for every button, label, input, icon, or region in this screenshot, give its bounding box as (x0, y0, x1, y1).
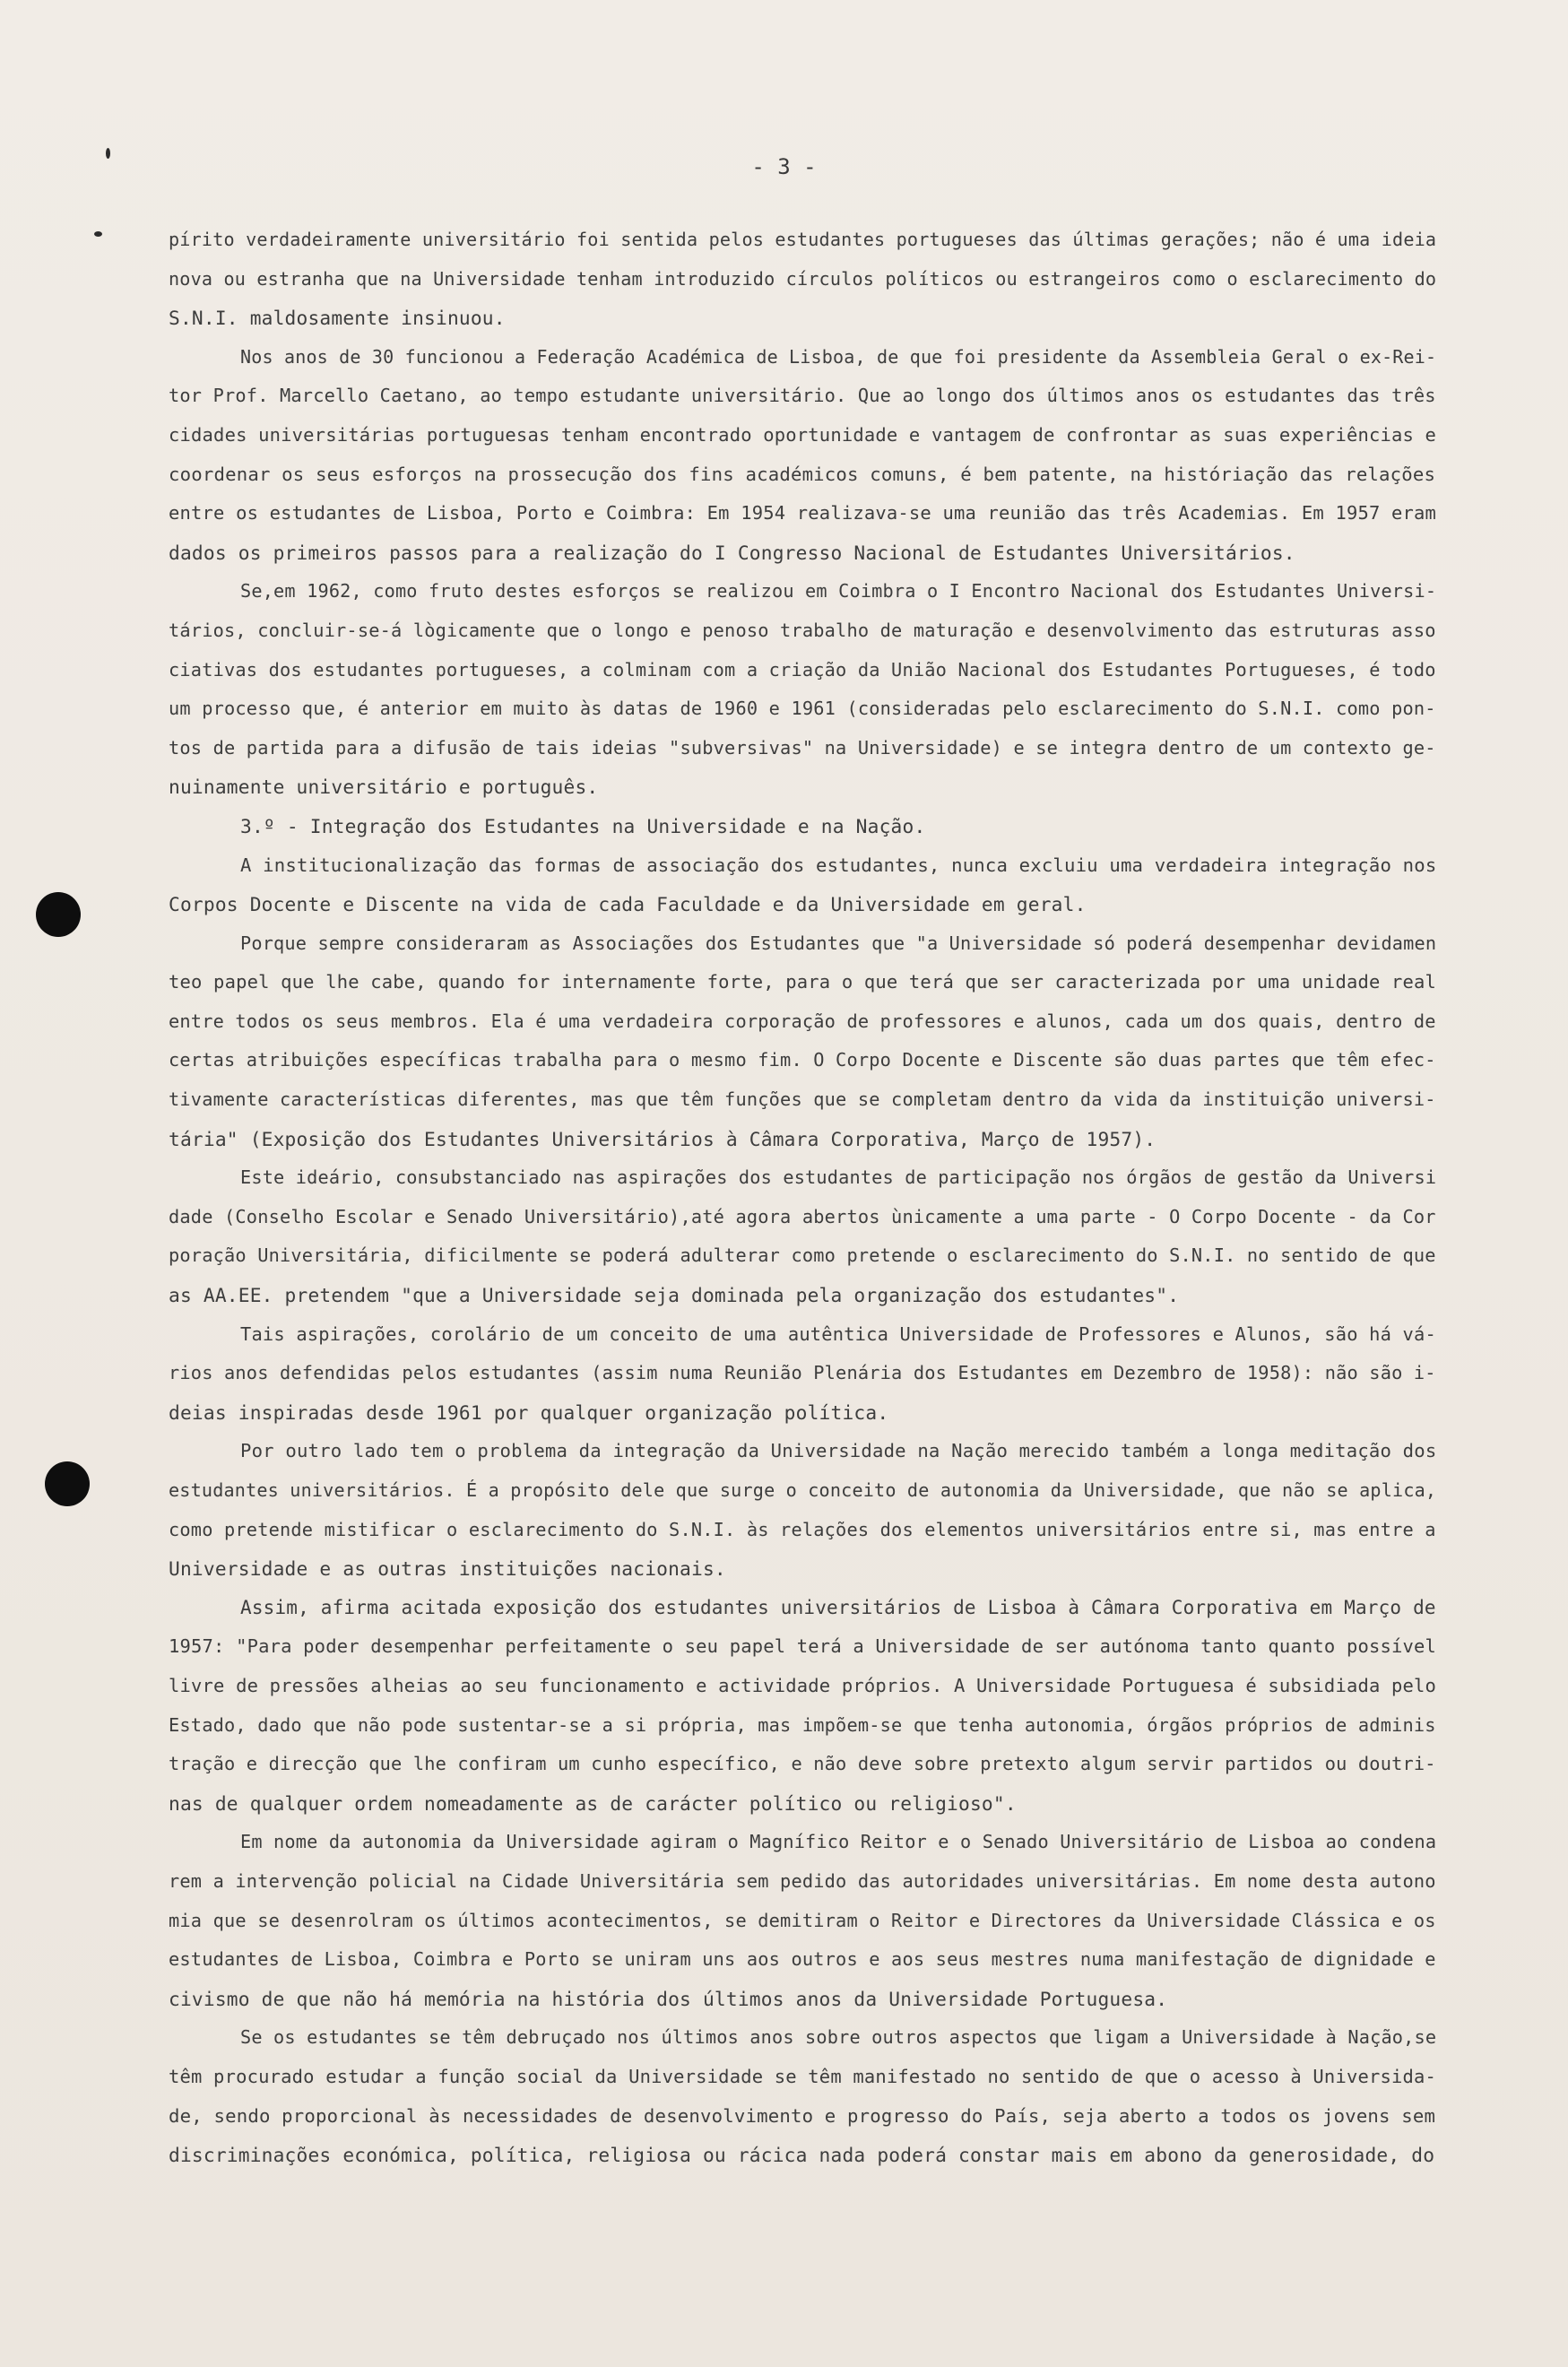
text-line: Assim, afirma acitada exposição dos estudantes universitários de Lisboa à Câmara Corporativa em Março de (240, 1596, 1436, 1618)
text-line: tivamente características diferentes, mas que têm funções que se completam dentro da vida da instituição universi- (169, 1088, 1436, 1111)
ink-speck (94, 231, 102, 237)
text-line: Estado, dado que não pode sustentar-se a si própria, mas impõem-se que tenha autonomia, órgãos próprios de adminis (169, 1713, 1436, 1736)
text-line: entre todos os seus membros. Ela é uma verdadeira corporação de professores e alunos, cada um dos quais, dentro de (169, 1010, 1436, 1032)
text-line: tração e direcção que lhe confiram um cunho específico, e não deve sobre pretexto algum servir partidos ou doutri- (169, 1753, 1436, 1775)
text-line: deias inspiradas desde 1961 por qualquer organização política. (169, 1400, 889, 1424)
text-line: Universidade e as outras instituições nacionais. (169, 1557, 726, 1581)
binder-hole-top (36, 892, 81, 937)
text-line: dados os primeiros passos para a realização do I Congresso Nacional de Estudantes Universitários. (169, 541, 1295, 564)
text-line: Tais aspirações, corolário de um conceito de uma autêntica Universidade de Professores e Alunos, são há vá- (240, 1322, 1436, 1345)
text-line: tários, concluir-se-á lògicamente que o longo e penoso trabalho de maturação e desenvolvimento das estruturas asso (169, 619, 1436, 641)
text-line: Se os estudantes se têm debruçado nos últimos anos sobre outros aspectos que ligam a Universidade à Nação,se (240, 2026, 1437, 2049)
text-line: entre os estudantes de Lisboa, Porto e Coimbra: Em 1954 realizava-se uma reunião das três Academias. Em 1957 eram (169, 502, 1437, 525)
text-line: civismo de que não há memória na história dos últimos anos da Universidade Portuguesa. (169, 1987, 1168, 2010)
text-line: coordenar os seus esforços na prossecução dos fins académicos comuns, é bem patente, na históriação das relações (169, 463, 1436, 485)
text-line: estudantes universitários. É a propósito dele que surge o conceito de autonomia da Universidade, que não se aplica, (169, 1479, 1437, 1501)
text-line: Nos anos de 30 funcionou a Federação Académica de Lisboa, de que foi presidente da Assembleia Geral o ex-Rei- (240, 345, 1437, 368)
text-line: Corpos Docente e Discente na vida de cada Faculdade e da Universidade em geral. (169, 893, 1087, 916)
text-line: teo papel que lhe cabe, quando for internamente forte, para o que terá que ser caracterizada por uma unidade real (169, 971, 1437, 993)
text-line: 1957: "Para poder desempenhar perfeitamente o seu papel terá a Universidade de ser autónoma tanto quanto possível (169, 1635, 1437, 1658)
text-line: discriminações económica, política, religiosa ou rácica nada poderá constar mais em abono da generosidade, do (169, 2144, 1435, 2167)
text-line: A institucionalização das formas de associação dos estudantes, nunca excluiu uma verdadeira integração nos (240, 854, 1437, 876)
text-line: mia que se desenrolram os últimos acontecimentos, se demitiram o Reitor e Directores da Universidade Clássica e os (169, 1909, 1436, 1931)
text-line: pírito verdadeiramente universitário foi sentida pelos estudantes portugueses das últimas gerações; não é uma ideia (169, 229, 1437, 250)
text-line: Por outro lado tem o problema da integração da Universidade na Nação merecido também a longa meditação dos (240, 1440, 1437, 1462)
text-line: Este ideário, consubstanciado nas aspirações dos estudantes de participação nos órgãos de gestão da Universi (240, 1166, 1437, 1189)
text-line: 3.º - Integração dos Estudantes na Universidade e na Nação. (240, 814, 926, 837)
text-line: rem a intervenção policial na Cidade Universitária sem pedido das autoridades universitárias. Em nome desta autono (169, 1869, 1436, 1892)
text-line: tos de partida para a difusão de tais ideias "subversivas" na Universidade) e se integra dentro de um contexto ge- (169, 736, 1436, 759)
text-line: como pretende mistificar o esclarecimento do S.N.I. às relações dos elementos universitários entre si, mas entre a (169, 1518, 1436, 1540)
text-line: Se,em 1962, como fruto destes esforços se realizou em Coimbra o I Encontro Nacional dos Estudantes Universi- (240, 580, 1437, 603)
page-number: - 3 - (751, 154, 817, 179)
text-line: dade (Conselho Escolar e Senado Universitário),até agora abertos ùnicamente a uma parte - O Corpo Docente - da Cor (169, 1205, 1436, 1227)
text-line: livre de pressões alheias ao seu funcionamento e actividade próprios. A Universidade Portuguesa é subsidiada pelo (169, 1674, 1437, 1696)
text-line: tária" (Exposição dos Estudantes Universitários à Câmara Corporativa, Março de 1957). (169, 1127, 1157, 1150)
text-line: cidades universitárias portuguesas tenham encontrado oportunidade e vantagem de confrontar as suas experiências e (169, 423, 1437, 446)
text-line: de, sendo proporcional às necessidades de desenvolvimento e progresso do País, seja aberto a todos os jovens sem (169, 2104, 1436, 2127)
text-line: certas atribuições específicas trabalha para o mesmo fim. O Corpo Docente e Discente são duas partes que têm efec- (169, 1049, 1436, 1071)
text-line: estudantes de Lisboa, Coimbra e Porto se uniram uns aos outros e aos seus mestres numa manifestação de dignidade e (169, 1948, 1436, 1971)
text-line: um processo que, é anterior em muito às datas de 1960 e 1961 (consideradas pelo esclarecimento do S.N.I. como pon- (169, 698, 1436, 720)
text-line: as AA.EE. pretendem "que a Universidade seja dominada pela organização dos estudantes". (169, 1284, 1180, 1307)
text-line: nuinamente universitário e português. (169, 776, 599, 799)
body-text (169, 221, 1442, 2175)
text-line: rios anos defendidas pelos estudantes (assim numa Reunião Plenária dos Estudantes em Dezembro de 1958): não são i- (169, 1362, 1436, 1384)
text-line: S.N.I. maldosamente insinuou. (169, 307, 506, 330)
text-line: nova ou estranha que na Universidade tenham introduzido círculos políticos ou estrangeiros como o esclarecimento do (169, 267, 1437, 290)
text-line: tor Prof. Marcello Caetano, ao tempo estudante universitário. Que ao longo dos últimos anos os estudantes das três (169, 385, 1436, 407)
text-line: têm procurado estudar a função social da Universidade se têm manifestado no sentido de que o acesso à Universida- (169, 2065, 1437, 2087)
text-line: Em nome da autonomia da Universidade agiram o Magnífico Reitor e o Senado Universitário de Lisboa ao condena (240, 1831, 1437, 1853)
text-line: ciativas dos estudantes portugueses, a colminam com a criação da União Nacional dos Estudantes Portugueses, é todo (169, 658, 1436, 681)
text-line: Porque sempre consideraram as Associações dos Estudantes que "a Universidade só poderá desempenhar devidamen (240, 932, 1437, 954)
binder-hole-bottom (45, 1461, 90, 1506)
text-line: poração Universitária, dificilmente se poderá adulterar como pretende o esclarecimento do S.N.I. no sentido de que (169, 1244, 1436, 1267)
text-line: nas de qualquer ordem nomeadamente as de carácter político ou religioso". (169, 1791, 1017, 1815)
